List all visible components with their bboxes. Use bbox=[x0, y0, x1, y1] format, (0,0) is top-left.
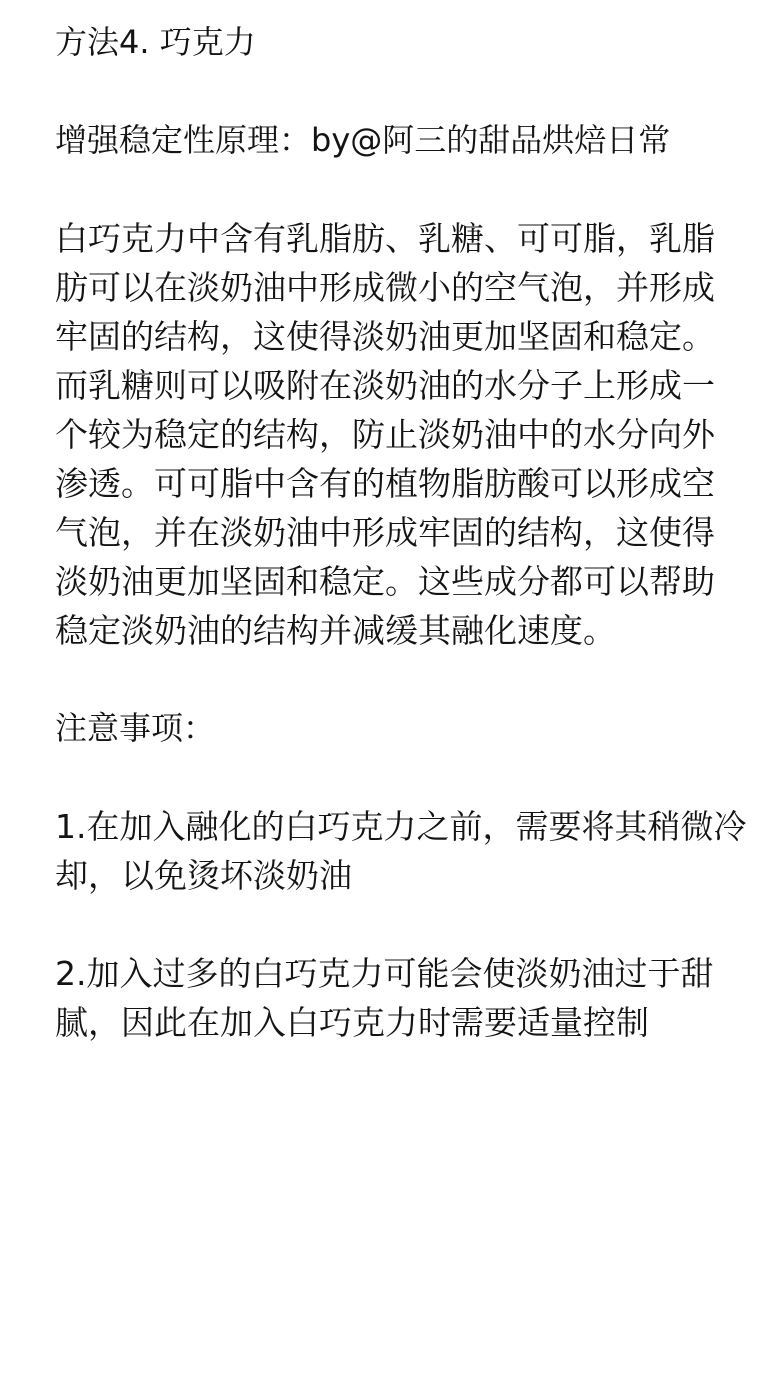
principle-paragraph bbox=[55, 214, 751, 655]
paragraph-line: 而乳糖则可以吸附在淡奶油的水分子上形成一 bbox=[55, 366, 715, 405]
notes-heading: 注意事项： bbox=[55, 709, 216, 747]
note-line: 却，以免烫坏淡奶油 bbox=[55, 856, 352, 895]
paragraph-line: 肪可以在淡奶油中形成微小的空气泡，并形成 bbox=[55, 268, 715, 307]
spacer bbox=[55, 753, 751, 802]
note-line: 2.加入过多的白巧克力可能会使淡奶油过于甜 bbox=[55, 954, 714, 993]
paragraph-line: 气泡，并在淡奶油中形成牢固的结构，这使得 bbox=[55, 513, 715, 552]
spacer bbox=[55, 900, 751, 949]
paragraph-line: 白巧克力中含有乳脂肪、乳糖、可可脂，乳脂 bbox=[55, 219, 715, 258]
note-line: 腻，因此在加入白巧克力时需要适量控制 bbox=[55, 1003, 649, 1042]
note-item-1 bbox=[55, 802, 751, 900]
note-item-2 bbox=[55, 949, 751, 1047]
spacer bbox=[55, 655, 751, 704]
paragraph-line: 渗透。可可脂中含有的植物脂肪酸可以形成空 bbox=[55, 464, 715, 503]
note-line: 1.在加入融化的白巧克力之前，需要将其稍微冷 bbox=[55, 807, 747, 846]
spacer bbox=[55, 165, 751, 214]
paragraph-line: 淡奶油更加坚固和稳定。这些成分都可以帮助 bbox=[55, 562, 715, 601]
paragraph-line: 个较为稳定的结构，防止淡奶油中的水分向外 bbox=[55, 415, 715, 454]
method-title: 方法4. 巧克力 bbox=[55, 23, 256, 61]
principle-heading: 增强稳定性原理：by@阿三的甜品烘焙日常 bbox=[55, 121, 671, 159]
paragraph-line: 稳定淡奶油的结构并减缓其融化速度。 bbox=[55, 611, 616, 650]
paragraph-line: 牢固的结构，这使得淡奶油更加坚固和稳定。 bbox=[55, 317, 715, 356]
spacer bbox=[55, 67, 751, 116]
